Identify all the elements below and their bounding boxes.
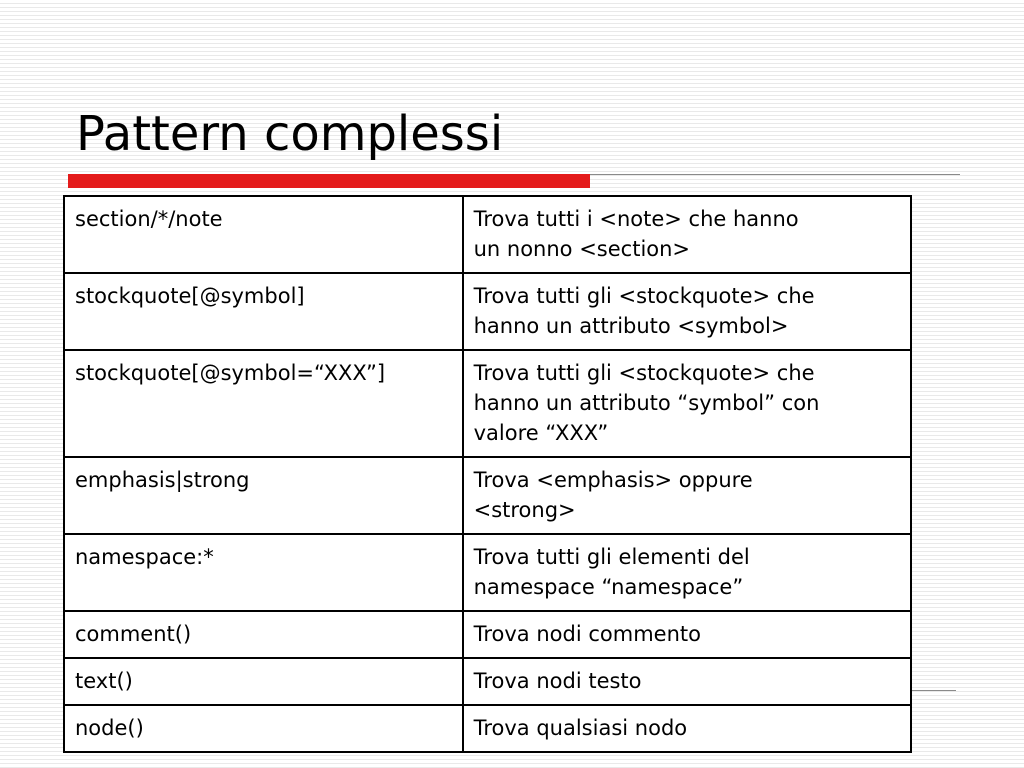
- description-cell: [463, 457, 911, 534]
- pattern-cell: emphasis|strong: [64, 457, 463, 534]
- table-row: [64, 350, 911, 457]
- description-cell: [463, 350, 911, 457]
- title-underline-red-bar: [68, 174, 590, 188]
- description-line: valore “XXX”: [473, 421, 609, 445]
- table-row: [64, 196, 911, 273]
- table-row: [64, 273, 911, 350]
- description-cell: [463, 196, 911, 273]
- description-cell: [463, 658, 911, 705]
- description-cell: [463, 273, 911, 350]
- description-line: Trova tutti gli <stockquote> che: [473, 361, 815, 385]
- description-line: <strong>: [473, 498, 576, 522]
- pattern-cell: text(): [64, 658, 463, 705]
- pattern-cell: node(): [64, 705, 463, 752]
- description-line: Trova tutti gli <stockquote> che: [473, 284, 815, 308]
- table-row: [64, 534, 911, 611]
- description-line: Trova nodi testo: [473, 669, 642, 693]
- description-cell: [463, 705, 911, 752]
- table-row: [64, 705, 911, 752]
- title-underline: [68, 174, 960, 188]
- description-line: Trova <emphasis> oppure: [473, 468, 753, 492]
- slide-title: Pattern complessi: [76, 106, 504, 162]
- description-cell: [463, 611, 911, 658]
- table-row: [64, 658, 911, 705]
- pattern-cell: stockquote[@symbol=“XXX”]: [64, 350, 463, 457]
- pattern-cell: section/*/note: [64, 196, 463, 273]
- description-line: hanno un attributo “symbol” con: [473, 391, 820, 415]
- table-row: [64, 611, 911, 658]
- pattern-cell: namespace:*: [64, 534, 463, 611]
- pattern-cell: comment(): [64, 611, 463, 658]
- title-underline-thin-line: [590, 174, 960, 175]
- description-line: Trova qualsiasi nodo: [473, 716, 688, 740]
- description-line: un nonno <section>: [473, 237, 691, 261]
- patterns-table: [63, 195, 912, 753]
- pattern-cell: stockquote[@symbol]: [64, 273, 463, 350]
- description-cell: [463, 534, 911, 611]
- decorative-rule: [912, 690, 956, 691]
- table-row: [64, 457, 911, 534]
- description-line: namespace “namespace”: [473, 575, 744, 599]
- description-line: Trova tutti gli elementi del: [473, 545, 750, 569]
- description-line: Trova tutti i <note> che hanno: [473, 207, 799, 231]
- description-line: Trova nodi commento: [473, 622, 701, 646]
- description-line: hanno un attributo <symbol>: [473, 314, 789, 338]
